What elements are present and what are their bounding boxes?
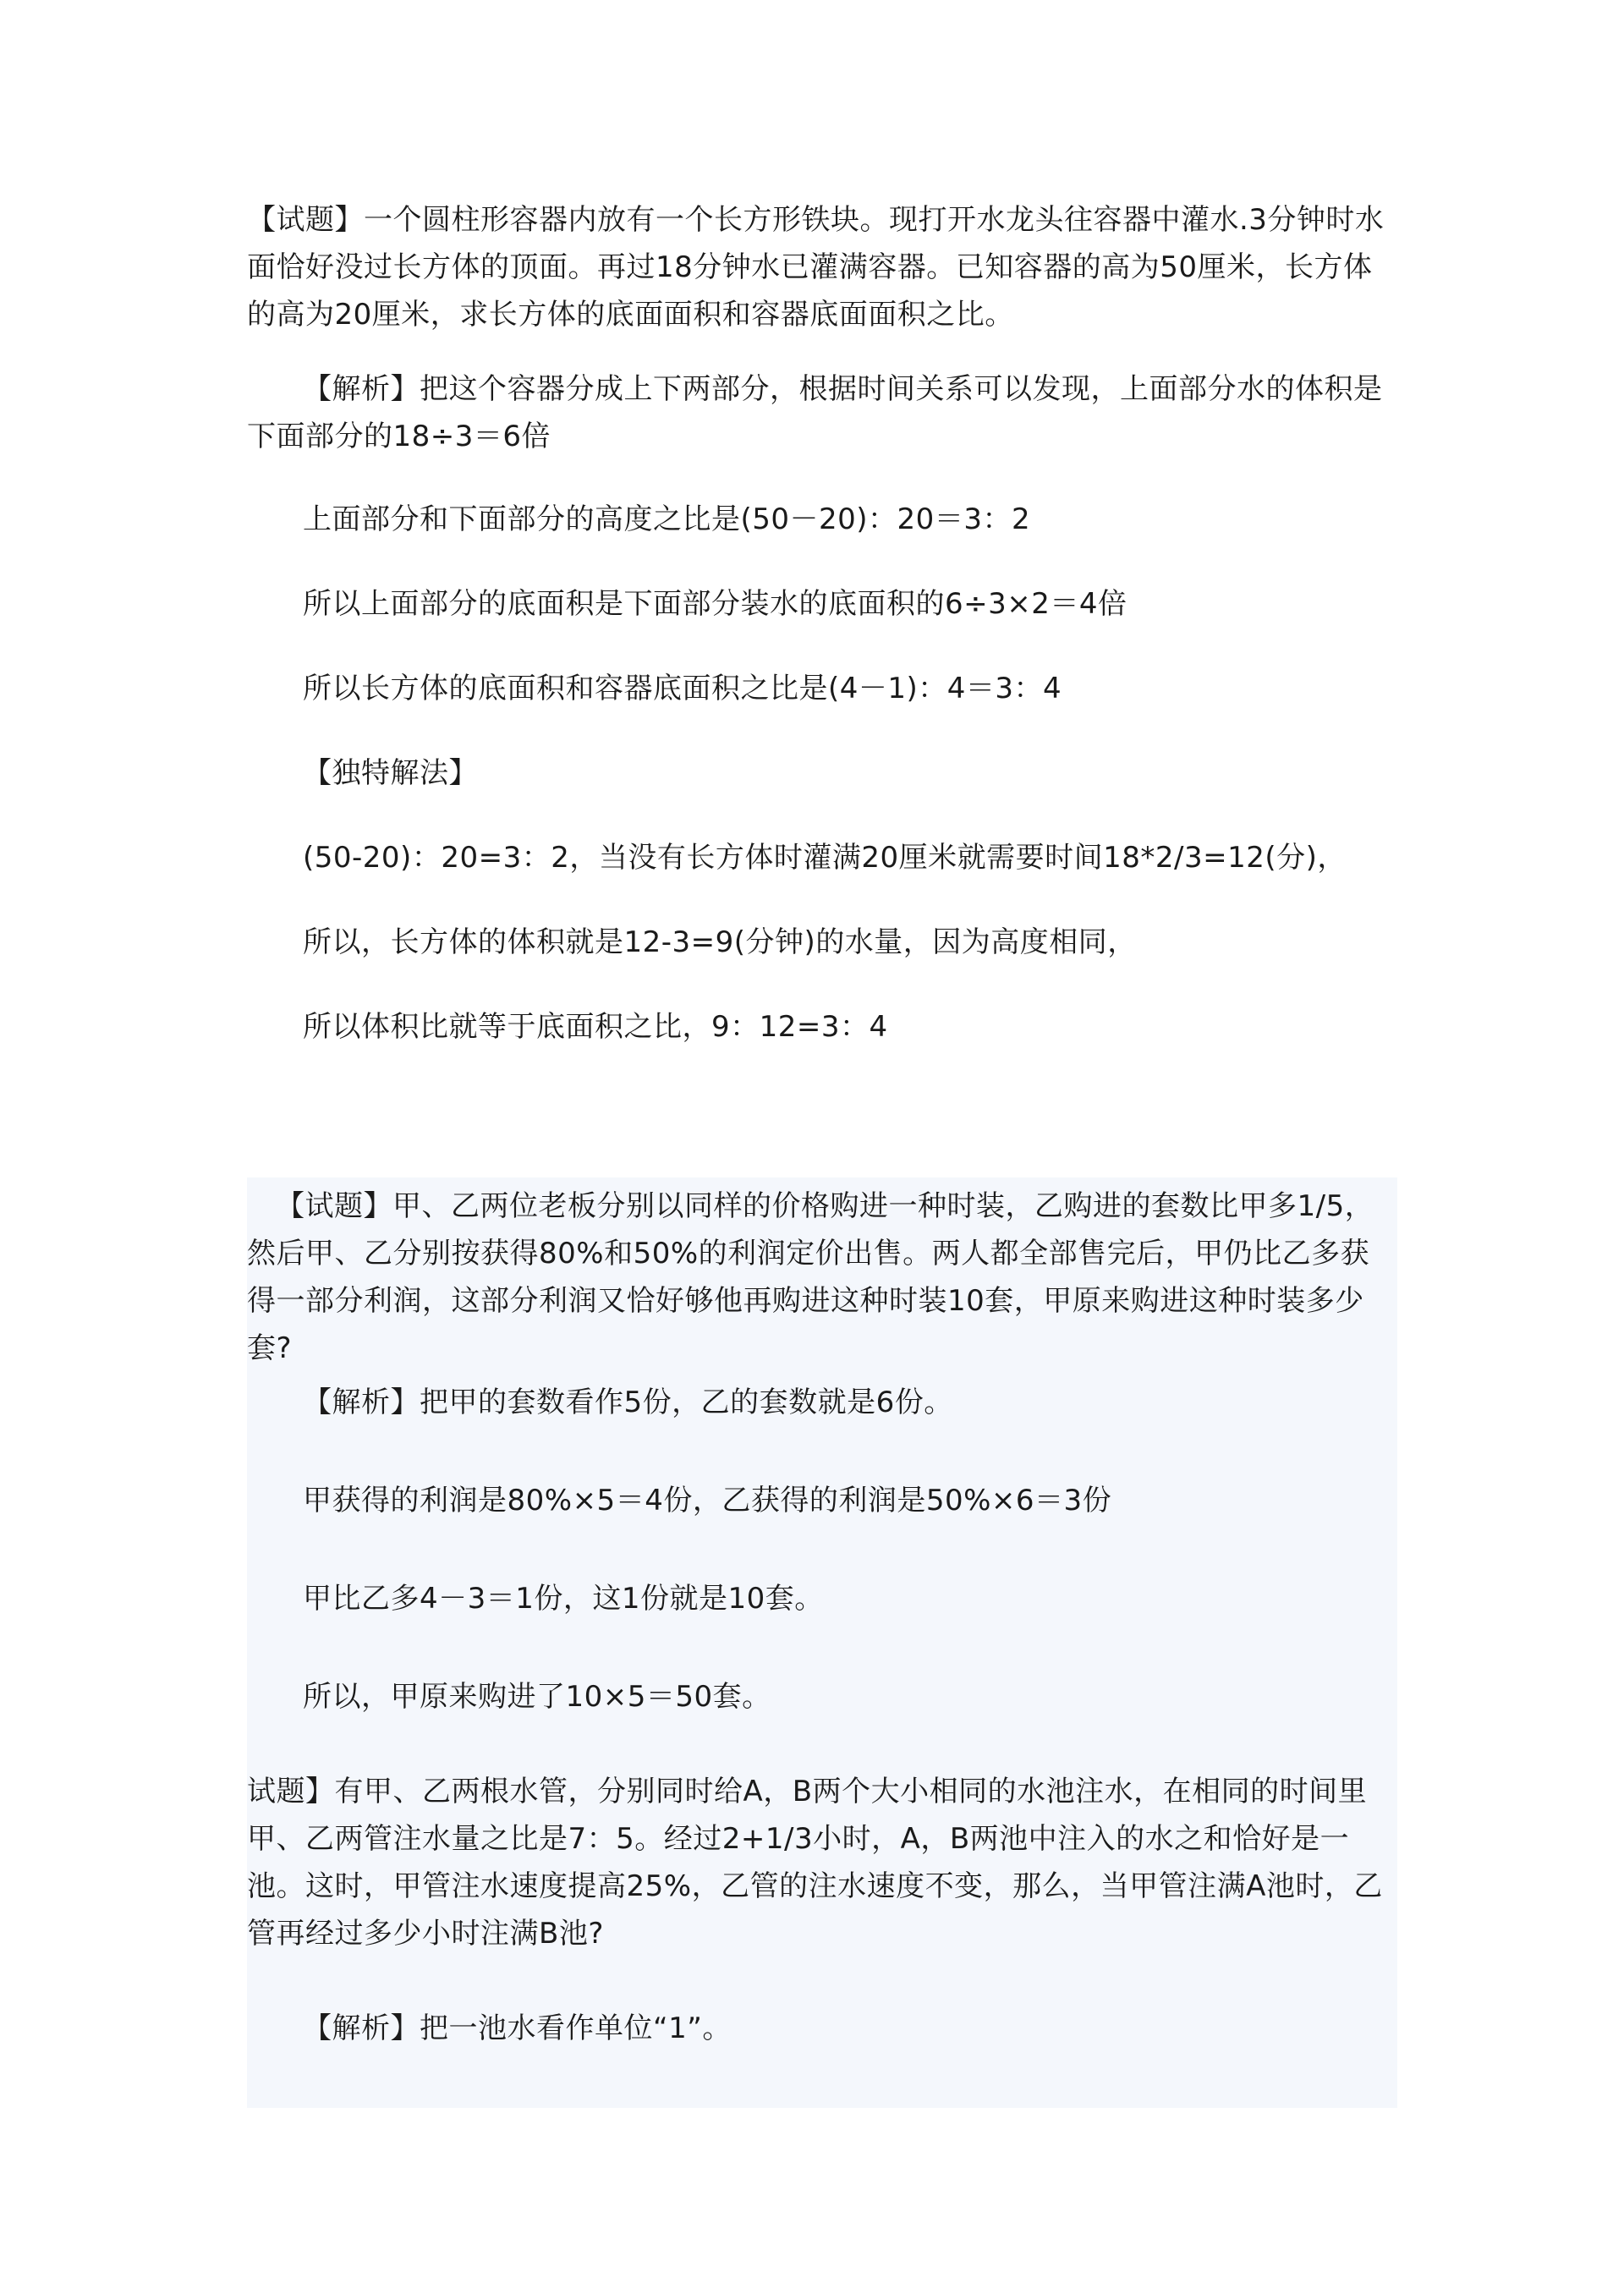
analysis-1-line-1: 上面部分和下面部分的高度之比是(50－20)：20＝3：2	[303, 502, 1031, 536]
analysis-1-line-2: 所以上面部分的底面积是下面部分装水的底面积的6÷3×2＝4倍	[303, 587, 1127, 621]
question-1: 【试题】一个圆柱形容器内放有一个长方形铁块。现打开水龙头往容器中灌水.3分钟时水面恰好没过长方体的顶面。再过18分钟水已灌满容器。已知容器的高为50厘米，长方体的高为20厘米，求长方体的底面面积和容器底面面积之比。	[247, 203, 1385, 332]
analysis-2-line-2: 甲比乙多4－3＝1份，这1份就是10套。	[303, 1582, 824, 1616]
unique-method-line-2: 所以，长方体的体积就是12-3=9(分钟)的水量，因为高度相同，	[303, 925, 1137, 959]
analysis-1-line-3: 所以长方体的底面积和容器底面积之比是(4－1)：4＝3：4	[303, 672, 1062, 705]
question-3: 试题】有甲、乙两根水管，分别同时给A，B两个大小相同的水池注水，在相同的时间里甲、乙两管注水量之比是7：5。经过2+1/3小时，A，B两池中注入的水之和恰好是一池。这时，甲管注水速度提高25%，乙管的注水速度不变，那么，当甲管注满A池时，乙管再经过多少小时注满B池?	[247, 1775, 1383, 1951]
analysis-2-line-1: 甲获得的利润是80%×5＝4份，乙获得的利润是50%×6＝3份	[303, 1484, 1112, 1517]
unique-method-line-3: 所以体积比就等于底面积之比，9：12=3：4	[303, 1010, 888, 1044]
unique-method-title: 【独特解法】	[303, 756, 478, 790]
analysis-2: 【解析】把甲的套数看作5份，乙的套数就是6份。	[303, 1386, 953, 1419]
unique-method-line-1: (50-20)：20=3：2，当没有长方体时灌满20厘米就需要时间18*2/3=12(分)，	[303, 841, 1347, 875]
question-2: 【试题】甲、乙两位老板分别以同样的价格购进一种时装，乙购进的套数比甲多1/5，然后甲、乙分别按获得80%和50%的利润定价出售。两人都全部售完后，甲仍比乙多获得一部分利润，这部分利润又恰好够他再购进这种时装10套，甲原来购进这种时装多少套?	[247, 1189, 1374, 1365]
analysis-1: 【解析】把这个容器分成上下两部分，根据时间关系可以发现，上面部分水的体积是下面部分的18÷3＝6倍	[247, 372, 1383, 453]
analysis-2-line-3: 所以，甲原来购进了10×5＝50套。	[303, 1680, 771, 1714]
analysis-3: 【解析】把一池水看作单位“1”。	[303, 2011, 732, 2045]
